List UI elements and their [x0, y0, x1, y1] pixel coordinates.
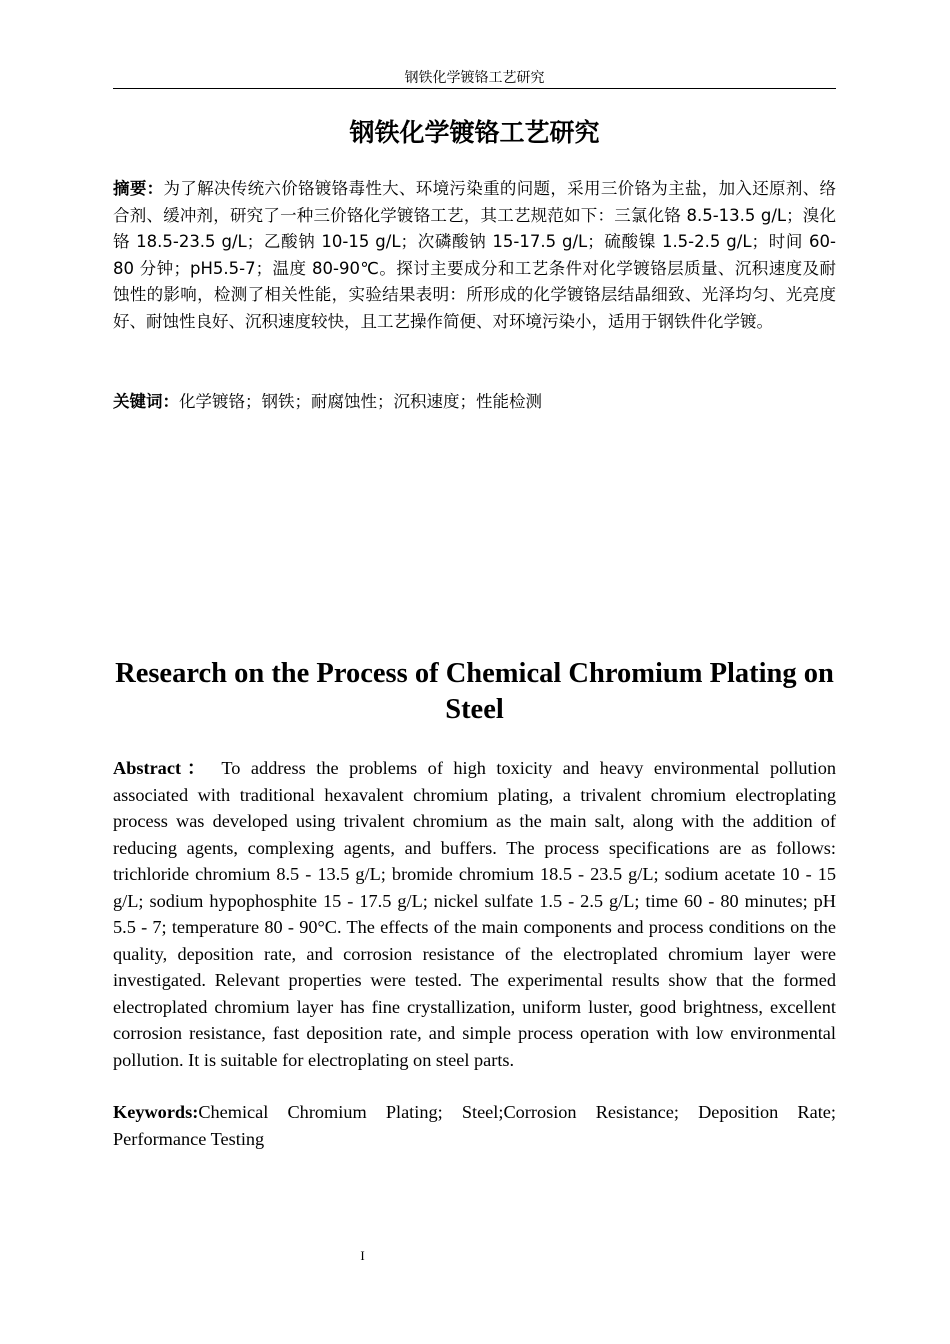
english-keywords-text: Chemical Chromium Plating; Steel;Corrosion Resistance; Deposition Rate; Performance Testing	[113, 1102, 836, 1149]
english-keywords-label: Keywords:	[113, 1102, 199, 1122]
english-abstract-label: Abstract：	[113, 758, 212, 778]
english-keywords	[113, 1099, 836, 1152]
chinese-keywords	[113, 389, 836, 415]
running-header: 钢铁化学镀铬工艺研究	[404, 70, 545, 86]
chinese-abstract	[113, 176, 836, 335]
chinese-title: 钢铁化学镀铬工艺研究	[349, 118, 600, 147]
header-divider	[113, 88, 836, 89]
page-number: I	[360, 1248, 365, 1263]
english-abstract	[113, 755, 836, 1073]
chinese-abstract-label: 摘要：	[113, 179, 164, 198]
english-abstract-text: To address the problems of high toxicity and heavy environmental pollution associated with traditional hexavalent chromium plating, a trivalent chromium electroplating process was developed using trivalent chromium as the main salt, along with the addition of reducing agents, complexing agents, and buffers. The process specifications are as follows: trichloride chromium 8.5 - 13.5 g/L; bromide chromium 18.5 - 23.5 g/L; sodium acetate 10 - 15 g/L; sodium hypophosphite 15 - 17.5 g/L; nickel sulfate 1.5 - 2.5 g/L; time 60 - 80 minutes; pH 5.5 - 7; temperature 80 - 90°C. The effects of the main components and process conditions on the quality, deposition rate, and corrosion resistance of the electroplated chromium layer were investigated. Relevant properties were tested. The experimental results show that the formed electroplated chromium layer has fine crystallization, uniform luster, good brightness, excellent corrosion resistance, fast deposition rate, and simple process operation with low environmental pollution. It is suitable for electroplating on steel parts.	[113, 758, 836, 1070]
chinese-keywords-text: 化学镀铬；钢铁；耐腐蚀性；沉积速度；性能检测	[179, 392, 542, 411]
english-title: Research on the Process of Chemical Chromium Plating on Steel	[115, 658, 834, 725]
chinese-abstract-text: 为了解决传统六价铬镀铬毒性大、环境污染重的问题，采用三价铬为主盐，加入还原剂、络合剂、缓冲剂，研究了一种三价铬化学镀铬工艺，其工艺规范如下：三氯化铬 8.5-13.5 g/L；溴化铬 18.5-23.5 g/L；乙酸钠 10-15 g/L；次磷酸钠 15-17.5 g/L；硫酸镍 1.5-2.5 g/L；时间 60-80 分钟；pH5.5-7；温度 80-90℃。探讨主要成分和工艺条件对化学镀铬层质量、沉积速度及耐蚀性的影响，检测了相关性能，实验结果表明：所形成的化学镀铬层结晶细致、光泽均匀、光亮度好、耐蚀性良好、沉积速度较快，且工艺操作简便、对环境污染小，适用于钢铁件化学镀。	[113, 179, 837, 331]
chinese-keywords-label: 关键词：	[113, 392, 179, 411]
